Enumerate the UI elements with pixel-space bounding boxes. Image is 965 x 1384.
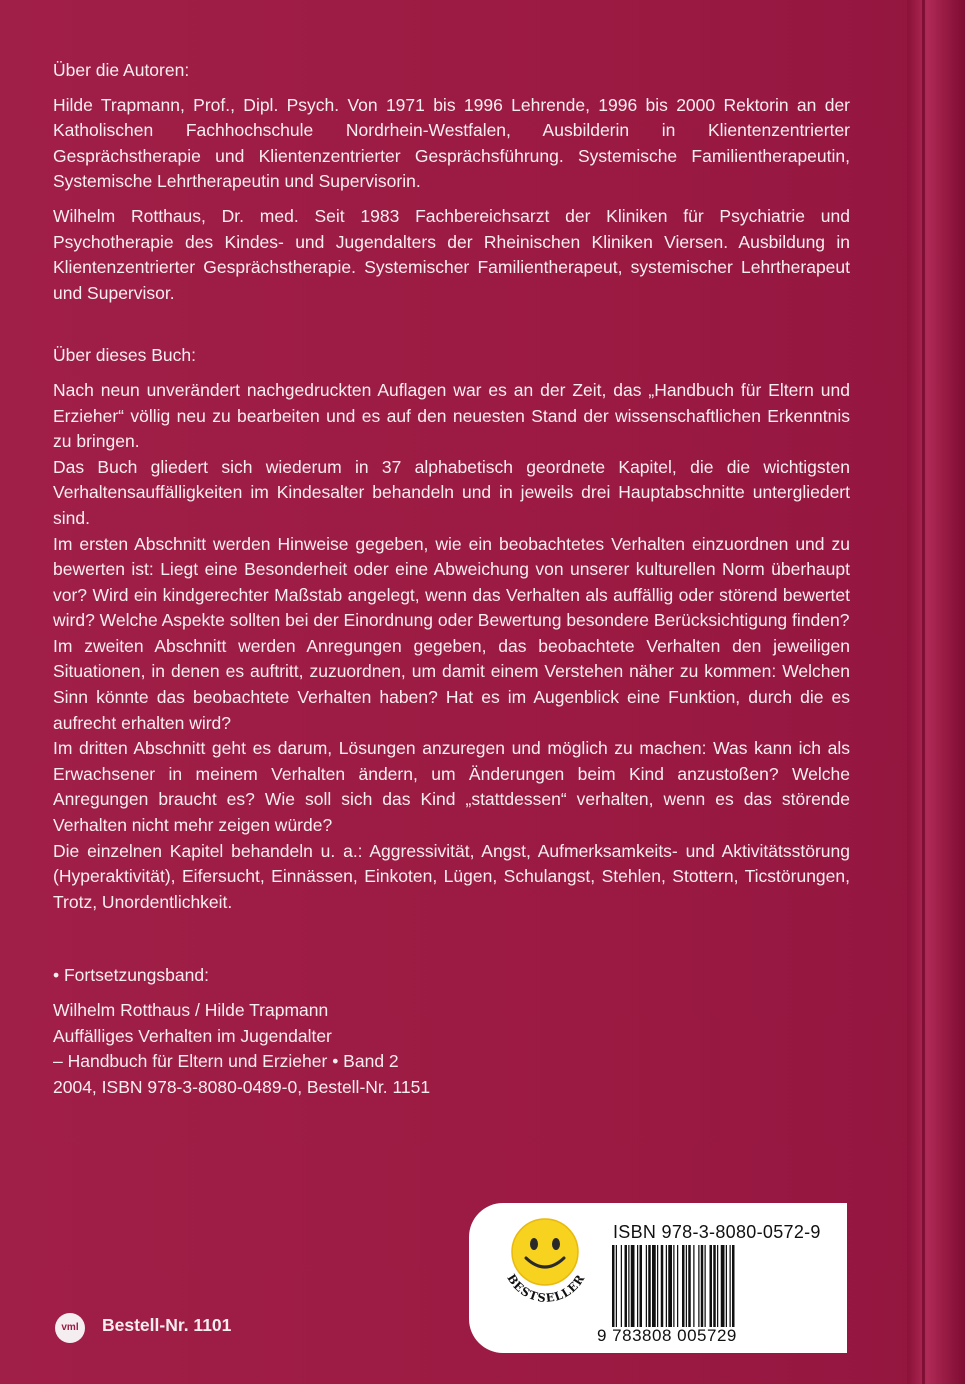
publisher-logo: vml	[55, 1313, 85, 1343]
barcode-bar	[688, 1245, 691, 1327]
barcode-bar	[637, 1245, 638, 1327]
spine-edge	[922, 0, 925, 1384]
barcode-bar	[616, 1245, 617, 1327]
isbn-label: ISBN 978-3-8080-0572-9	[613, 1222, 821, 1242]
barcode-bar	[628, 1245, 629, 1327]
barcode-bar	[657, 1245, 658, 1327]
bestseller-smiley-icon	[496, 1212, 594, 1310]
barcode-bar	[721, 1245, 725, 1327]
book-paragraph: Im zweiten Abschnitt werden Anregungen gegeben, das beobachtete Verhalten den jeweiligen Situationen, in denen es auftritt, zuzuordnen, um damit einem Verstehen näher zu kommen: Welchen Sinn könnte das beobachtete Verhalten haben? Hat es im Augenblick eine Funktion, durch die es aufrecht erhalten wird?	[53, 635, 850, 733]
sequel-line: – Handbuch für Eltern und Erzieher • Band 2	[53, 1051, 399, 1072]
authors-heading: Über die Autoren:	[53, 60, 190, 80]
barcode-bar	[640, 1245, 643, 1327]
barcode-bar	[717, 1245, 718, 1327]
barcode-bar	[730, 1245, 731, 1327]
sequel-heading: • Fortsetzungsband:	[53, 965, 209, 986]
book-spine	[907, 0, 965, 1384]
barcode-bar	[693, 1245, 694, 1327]
bestseller-badge-text: BESTSELLER	[504, 1271, 588, 1306]
barcode-bar	[648, 1245, 651, 1327]
sequel-line: Auffälliges Verhalten im Jugendalter	[53, 1025, 332, 1046]
barcode-bar	[701, 1245, 704, 1327]
barcode-bar	[677, 1245, 678, 1327]
barcode-bar	[732, 1245, 735, 1327]
sequel-line: Wilhelm Rotthaus / Hilde Trapmann	[53, 1000, 329, 1020]
barcode-bar	[713, 1245, 716, 1327]
barcode-digits: 9 783808 005729	[597, 1326, 737, 1345]
barcode-bar	[646, 1245, 647, 1327]
book-paragraph: Die einzelnen Kapitel behandeln u. a.: Aggressivität, Angst, Aufmerksamkeits- und Aktivitätsstörung (Hyperaktivität), Eifersucht, Einnässen, Einkoten, Lügen, Schulangst, Stehlen, Stottern, Ticstörungen, Trotz, Unordentlichkeit.	[53, 840, 850, 912]
barcode-bar	[652, 1245, 656, 1327]
barcode-bar	[631, 1245, 635, 1327]
barcode-bar	[621, 1245, 622, 1327]
barcode-bar	[661, 1245, 664, 1327]
cover-text	[53, 58, 850, 1100]
barcode-bar	[710, 1245, 713, 1327]
barcode-bar	[686, 1245, 687, 1327]
barcode-bar	[698, 1245, 699, 1327]
author-bio-rotthaus: Wilhelm Rotthaus, Dr. med. Seit 1983 Fachbereichsarzt der Kliniken für Psychiatrie und Psychotherapie des Kindes- und Jugendalters der Rheinischen Kliniken Viersen. Ausbildung in Klientenzentrierter Gesprächstherapie. Systemischer Familientherapeut, systemischer Lehrtherapeut und Supervisor.	[53, 205, 850, 303]
book-paragraph: Im dritten Abschnitt geht es darum, Lösungen anzuregen und möglich zu machen: Was kann ich als Erwachsener in meinem Verhalten ändern, um Änderungen beim Kind anzustoßen? Welche Anregungen braucht es? Wie soll sich das Kind „stattdessen“ verhalten, wenn es das störende Verhalten nicht mehr zeigen würde?	[53, 738, 850, 836]
barcode-bar	[666, 1245, 667, 1327]
author-bio-trapmann: Hilde Trapmann, Prof., Dipl. Psych. Von 1971 bis 1996 Lehrende, 1996 bis 2000 Rektorin an der Katholischen Fachhochschule Nordrhein-Westfalen, Ausbilderin in Klientenzentrierter Gesprächstherapie und Klientenzentrierter Gesprächsführung. Systemische Familientherapeutin, Systemische Lehrtherapeutin und Supervisorin.	[53, 94, 850, 192]
barcode-bar	[705, 1245, 706, 1327]
book-heading: Über dieses Buch:	[53, 345, 196, 366]
book-paragraph: Das Buch gliedert sich wiederum in 37 alphabetisch geordnete Kapitel, die die wichtigsten Verhaltensauffälligkeiten im Kindesalter behandeln und in jeweils drei Hauptabschnitte untergliedert sind.	[53, 456, 850, 528]
barcode-bar	[612, 1245, 615, 1327]
barcode-bar	[682, 1245, 685, 1327]
book-paragraph: Nach neun unverändert nachgedruckten Auflagen war es an der Zeit, das „Handbuch für Eltern und Erzieher“ völlig neu zu bearbeiten und es auf den neuesten Stand der wissenschaftlichen Erkenntnis zu bringen.	[53, 379, 850, 452]
order-number: Bestell-Nr. 1101	[102, 1315, 232, 1335]
barcode-bar	[673, 1245, 674, 1327]
barcode-bar	[726, 1245, 727, 1327]
barcode-bar	[625, 1245, 628, 1327]
book-paragraph: Im ersten Abschnitt werden Hinweise gegeben, wie ein beobachtetes Verhalten einzuordnen und zu bewerten ist: Liegt eine Besonderheit oder eine Abweichung von unserer kulturellen Norm überhaupt vor? Wird ein kindgerechter Maßstab angelegt, wenn das Verhalten als auffällig oder störend bewertet wird? Welche Aspekte sollten bei der Einordnung oder Bewertung besondere Berücksichtigung finden?	[53, 533, 850, 631]
barcode-bar	[668, 1245, 672, 1327]
barcode-icon	[612, 1245, 837, 1327]
sequel-line: 2004, ISBN 978-3-8080-0489-0, Bestell-Nr. 1151	[53, 1076, 431, 1097]
